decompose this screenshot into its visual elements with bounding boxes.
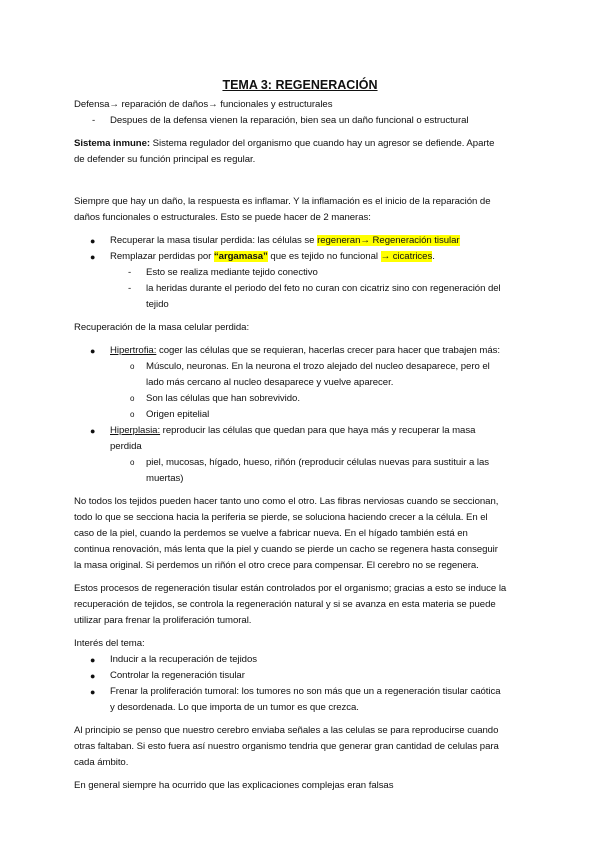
recuperacion-heading: Recuperación de la masa celular perdida: <box>74 322 250 333</box>
interes-item1: Inducir a la recuperación de tejidos <box>110 654 257 665</box>
alprincipio-line2: otras faltaban. Si esto fuera así nuestro organismo tendria que generar gran cantidad de celulas para <box>74 741 499 752</box>
hipertrofia-label: Hipertrofia: <box>110 345 157 356</box>
notodos-line1: No todos los tejidos pueden hacer tanto uno como el otro. Las fibras nerviosas cuando se seccionan, <box>74 496 499 507</box>
estos-line1: Estos procesos de regeneración tisular están controlados por el organismo; gracias a esto se induce la <box>74 583 507 594</box>
hiperplasia-label: Hiperplasia: <box>110 425 161 436</box>
bullet-hipertrofia <box>110 343 500 359</box>
circle-marker: o <box>130 458 135 467</box>
interes-item3-line2: y desordenada. Lo que importa de un tumor es que crezca. <box>110 702 359 713</box>
dash-tejido-conectivo: Esto se realiza mediante tejido conectivo <box>146 267 318 278</box>
hipertrofia-item2: Son las células que han sobrevivido. <box>146 393 300 404</box>
bullet-remplazar-end: . <box>432 251 435 262</box>
defensa-dash-text: Despues de la defensa vienen la reparación, bien sea un daño funcional o estructural <box>110 115 469 126</box>
bullet-marker: ● <box>90 252 96 262</box>
alprincipio-line3: cada ámbito. <box>74 757 129 768</box>
notodos-line5: la masa original. Si perdemos un riñón el otro crece para compensar. El cerebro no se regenera. <box>74 560 479 571</box>
bullet-recuperar-text: Recuperar la masa tisular perdida: las células se <box>110 235 318 246</box>
bullet-recuperar <box>110 233 460 249</box>
circle-marker: o <box>130 394 135 403</box>
highlight-regeneran: regeneran→ Regeneración tisular <box>317 235 460 246</box>
bullet-remplazar-mid: que es tejido no funcional <box>267 251 381 262</box>
circle-marker: o <box>130 410 135 419</box>
highlight-argamasa: “argamasa” <box>213 251 268 262</box>
highlight-cicatrices: → cicatrices <box>380 251 433 262</box>
dash-marker: - <box>128 267 132 278</box>
bullet-remplazar-text: Remplazar perdidas por <box>110 251 214 262</box>
hipertrofia-text: coger las células que se requieran, hacerlas crecer para hacer que trabajen más: <box>156 345 500 356</box>
bullet-hiperplasia <box>110 423 475 439</box>
dash-heridas-line2: tejido <box>146 299 169 310</box>
siempre-line1: Siempre que hay un daño, la respuesta es inflamar. Y la inflamación es el inicio de la reparación de <box>74 196 491 207</box>
alprincipio-line1: Al principio se penso que nuestro cerebro enviaba señales a las celulas se para reproducirse cuando <box>74 725 499 736</box>
hiperplasia-line2: perdida <box>110 441 142 452</box>
notodos-line2: todo lo que se secciona hacia la periferia se pierde, se soluciona haciendo crecer a la célula. En el <box>74 512 488 523</box>
hiperplasia-item1-line2: muertas) <box>146 473 184 484</box>
interes-heading: Interés del tema: <box>74 638 145 649</box>
circle-marker: o <box>130 362 135 371</box>
hiperplasia-text: reproducir las células que quedan para que haya más y recuperar la masa <box>160 425 476 436</box>
bullet-marker: ● <box>90 236 96 246</box>
bullet-marker: ● <box>90 346 96 356</box>
general-line: En general siempre ha ocurrido que las explicaciones complejas eran falsas <box>74 780 394 791</box>
estos-line3: utilizar para frenar la proliferación tumoral. <box>74 615 252 626</box>
notodos-line4: continua renovación, más lenta que la piel y cuando se pierde un cacho se regenera hasta conseguir <box>74 544 498 555</box>
interes-item2: Controlar la regeneración tisular <box>110 670 245 681</box>
dash-marker: - <box>128 283 132 294</box>
siempre-line2: daños funcionales o estructurales. Esto se puede hacer de 2 maneras: <box>74 212 371 223</box>
sistema-inmune-text: Sistema regulador del organismo que cuando hay un agresor se defiende. Aparte <box>150 138 495 149</box>
sistema-inmune-line1 <box>74 136 494 152</box>
bullet-marker: ● <box>90 655 96 665</box>
hipertrofia-item1-line2: lado más cercano al nucleo desaparece y vuelve aparecer. <box>146 377 394 388</box>
sistema-inmune-label: Sistema inmune: <box>74 138 151 149</box>
defensa-line: Defensa→ reparación de daños→ funcionales y estructurales <box>74 99 333 110</box>
dash-heridas-line1: la heridas durante el periodo del feto no curan con cicatriz sino con regeneración del <box>146 283 501 294</box>
interes-item3-line1: Frenar la proliferación tumoral: los tumores no son más que un a regeneración tisular caótica <box>110 686 501 697</box>
bullet-marker: ● <box>90 426 96 436</box>
dash-marker: - <box>92 115 96 126</box>
estos-line2: recuperación de tejidos, se controla la regeneración natural y si se avanza en esta materia se puede <box>74 599 496 610</box>
hipertrofia-item3: Origen epitelial <box>146 409 210 420</box>
hiperplasia-item1-line1: piel, mucosas, hígado, hueso, riñón (reproducir células nuevas para sustituir a las <box>146 457 490 468</box>
bullet-marker: ● <box>90 687 96 697</box>
sistema-inmune-line2: de defender su función principal es regular. <box>74 154 256 165</box>
page-title: TEMA 3: REGENERACIÓN <box>222 78 378 92</box>
bullet-marker: ● <box>90 671 96 681</box>
hipertrofia-item1-line1: Músculo, neuronas. En la neurona el trozo alejado del nucleo desaparece, pero el <box>146 361 490 372</box>
notodos-line3: caso de la piel, cuando la perdemos se vuelve a fabricar nueva. En el hígado también está en <box>74 528 468 539</box>
bullet-remplazar <box>110 249 435 265</box>
